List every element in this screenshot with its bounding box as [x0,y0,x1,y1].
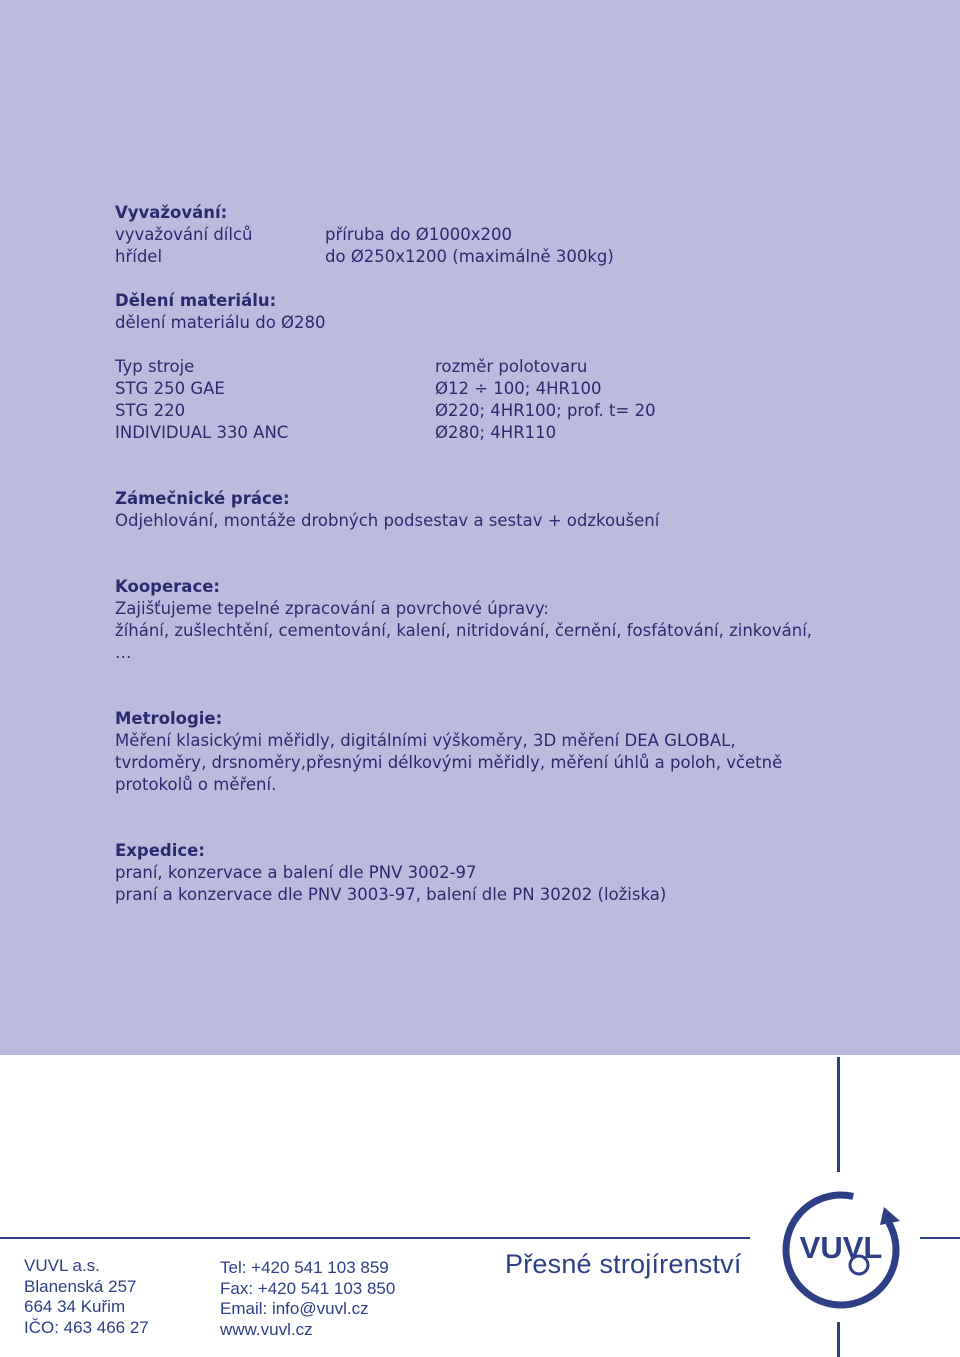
metrology-line: protokolů o měření. [115,775,277,794]
section-locksmith [115,488,875,532]
section-heading: Dělení materiálu: [115,291,277,310]
balancing-value: do Ø250x1200 (maximálně 300kg) [325,247,614,266]
cutting-table-row [115,422,875,444]
divider-vertical [837,1057,840,1172]
section-balancing [115,202,875,268]
cooperation-line: Zajišťujeme tepelné zpracování a povrchové úpravy: [115,599,549,618]
section-cutting [115,290,875,444]
balancing-label: vyvažování dílců [115,225,253,244]
size-header: rozměr polotovaru [435,357,588,376]
metrology-line: tvrdoměry, drsnoměry,přesnými délkovými měřidly, měření úhlů a poloh, včetně [115,753,783,772]
section-heading: Vyvažování: [115,203,228,222]
address-line: Blanenská 257 [24,1276,137,1296]
balancing-value: příruba do Ø1000x200 [325,225,512,244]
size-cell: Ø12 ÷ 100; 4HR100 [435,379,602,398]
document-body [115,202,875,928]
contact-email[interactable]: Email: info@vuvl.cz [220,1299,369,1318]
machine-cell: INDIVIDUAL 330 ANC [115,423,289,442]
logo-text: VUVL [799,1230,883,1265]
contact-phone: Tel: +420 541 103 859 [220,1258,389,1277]
shipping-line: praní, konzervace a balení dle PNV 3002-97 [115,863,477,882]
contact-fax: Fax: +420 541 103 850 [220,1278,396,1298]
footer-contact [220,1258,395,1340]
address-line: IČO: 463 466 27 [24,1317,149,1337]
balancing-row [115,224,875,246]
company-slogan: Přesné strojírenství [505,1249,742,1279]
section-cooperation [115,576,875,664]
cutting-table-header [115,356,875,378]
address-line: 664 34 Kuřim [24,1297,126,1316]
size-cell: Ø280; 4HR110 [435,423,557,442]
section-heading: Expedice: [115,841,205,860]
vuvl-logo [776,1185,906,1315]
cutting-table-row [115,378,875,400]
cutting-table-row [115,400,875,422]
metrology-line: Měření klasickými měřidly, digitálními výškoměry, 3D měření DEA GLOBAL, [115,731,736,750]
size-cell: Ø220; 4HR100; prof. t= 20 [435,401,656,420]
section-heading: Zámečnické práce: [115,489,290,508]
locksmith-text: Odjehlování, montáže drobných podsestav a sestav + odzkoušení [115,511,660,530]
machine-cell: STG 250 GAE [115,379,225,398]
address-line: VUVL a.s. [24,1256,100,1275]
section-shipping [115,840,875,906]
cooperation-line: … [115,643,132,662]
divider-vertical [837,1322,840,1357]
divider-horizontal [920,1237,960,1239]
cutting-intro: dělení materiálu do Ø280 [115,313,326,332]
machine-cell: STG 220 [115,401,186,420]
contact-website[interactable]: www.vuvl.cz [220,1319,313,1339]
section-heading: Metrologie: [115,709,223,728]
section-heading: Kooperace: [115,577,221,596]
divider-horizontal [0,1237,750,1239]
machine-header: Typ stroje [115,357,195,376]
balancing-label: hřídel [115,247,163,266]
shipping-line: praní a konzervace dle PNV 3003-97, balení dle PN 30202 (ložiska) [115,885,667,904]
section-metrology [115,708,875,796]
footer-address [24,1256,149,1338]
balancing-row [115,246,875,268]
cooperation-line: žíhání, zušlechtění, cementování, kalení, nitridování, černění, fosfátování, zinkování, [115,621,813,640]
